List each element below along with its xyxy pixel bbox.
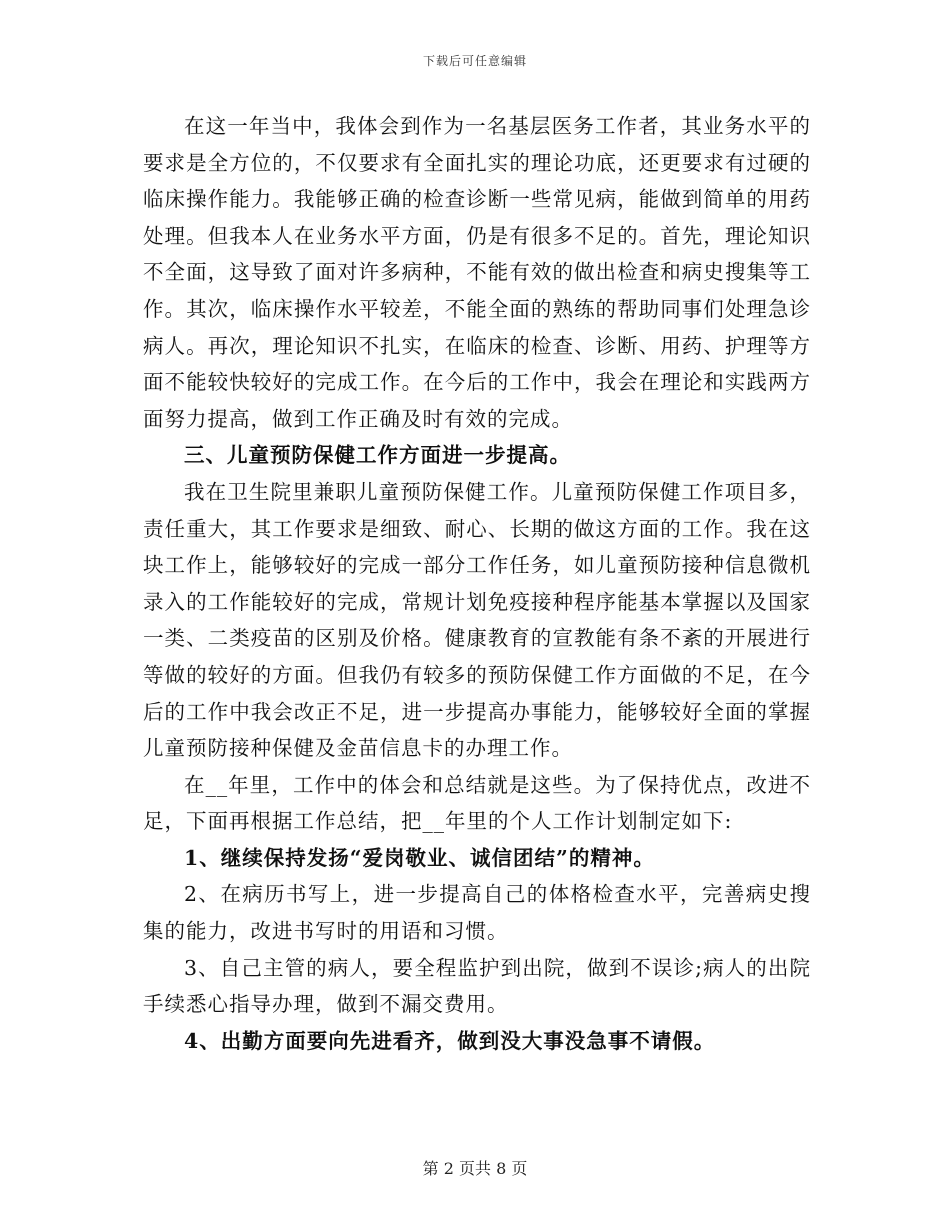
plan-item-3: 3、自己主管的病人，要全程监护到出院，做到不误诊;病人的出院手续悉心指导办理，做到不漏交费用。 xyxy=(143,955,811,1017)
page-footer: 第 2 页共 8 页 xyxy=(422,1159,528,1178)
section-heading-child-health: 三、儿童预防保健工作方面进一步提高。 xyxy=(184,443,571,468)
plan-item-1: 1、继续保持发扬“爱岗敬业、诚信团结”的精神。 xyxy=(184,845,655,870)
page-header: 下载后可任意编辑 xyxy=(422,54,527,68)
plan-item-2: 2、在病历书写上，进一步提高自己的体格检查水平，完善病史搜集的能力，改进书写时的用语和习惯。 xyxy=(143,882,811,944)
paragraph-child-health: 我在卫生院里兼职儿童预防保健工作。儿童预防保健工作项目多，责任重大，其工作要求是细致、耐心、长期的做这方面的工作。我在这块工作上，能够较好的完成一部分工作任务，如儿童预防接种信息微机录入的工作能较好的完成，常规计划免疫接种程序能基本掌握以及国家一类、二类疫苗的区别及价格。健康教育的宣教能有条不紊的开展进行等做的较好的方面。但我仍有较多的预防保健工作方面做的不足，在今后的工作中我会改正不足，进一步提高办事能力，能够较好全面的掌握儿童预防接种保健及金苗信息卡的办理工作。 xyxy=(143,479,811,761)
paragraph-plan-intro: 在__年里，工作中的体会和总结就是这些。为了保持优点，改进不足，下面再根据工作总结，把__年里的个人工作计划制定如下: xyxy=(143,772,811,834)
plan-item-4: 4、出勤方面要向先进看齐，做到没大事没急事不请假。 xyxy=(184,1028,716,1053)
document-body xyxy=(143,108,811,1059)
paragraph-business-level: 在这一年当中，我体会到作为一名基层医务工作者，其业务水平的要求是全方位的，不仅要求有全面扎实的理论功底，还更要求有过硬的临床操作能力。我能够正确的检查诊断一些常见病，能做到简单的用药处理。但我本人在业务水平方面，仍是有很多不足的。首先，理论知识不全面，这导致了面对许多病种，不能有效的做出检查和病史搜集等工作。其次，临床操作水平较差，不能全面的熟练的帮助同事们处理急诊病人。再次，理论知识不扎实，在临床的检查、诊断、用药、护理等方面不能较快较好的完成工作。在今后的工作中，我会在理论和实践两方面努力提高，做到工作正确及时有效的完成。 xyxy=(143,114,811,431)
